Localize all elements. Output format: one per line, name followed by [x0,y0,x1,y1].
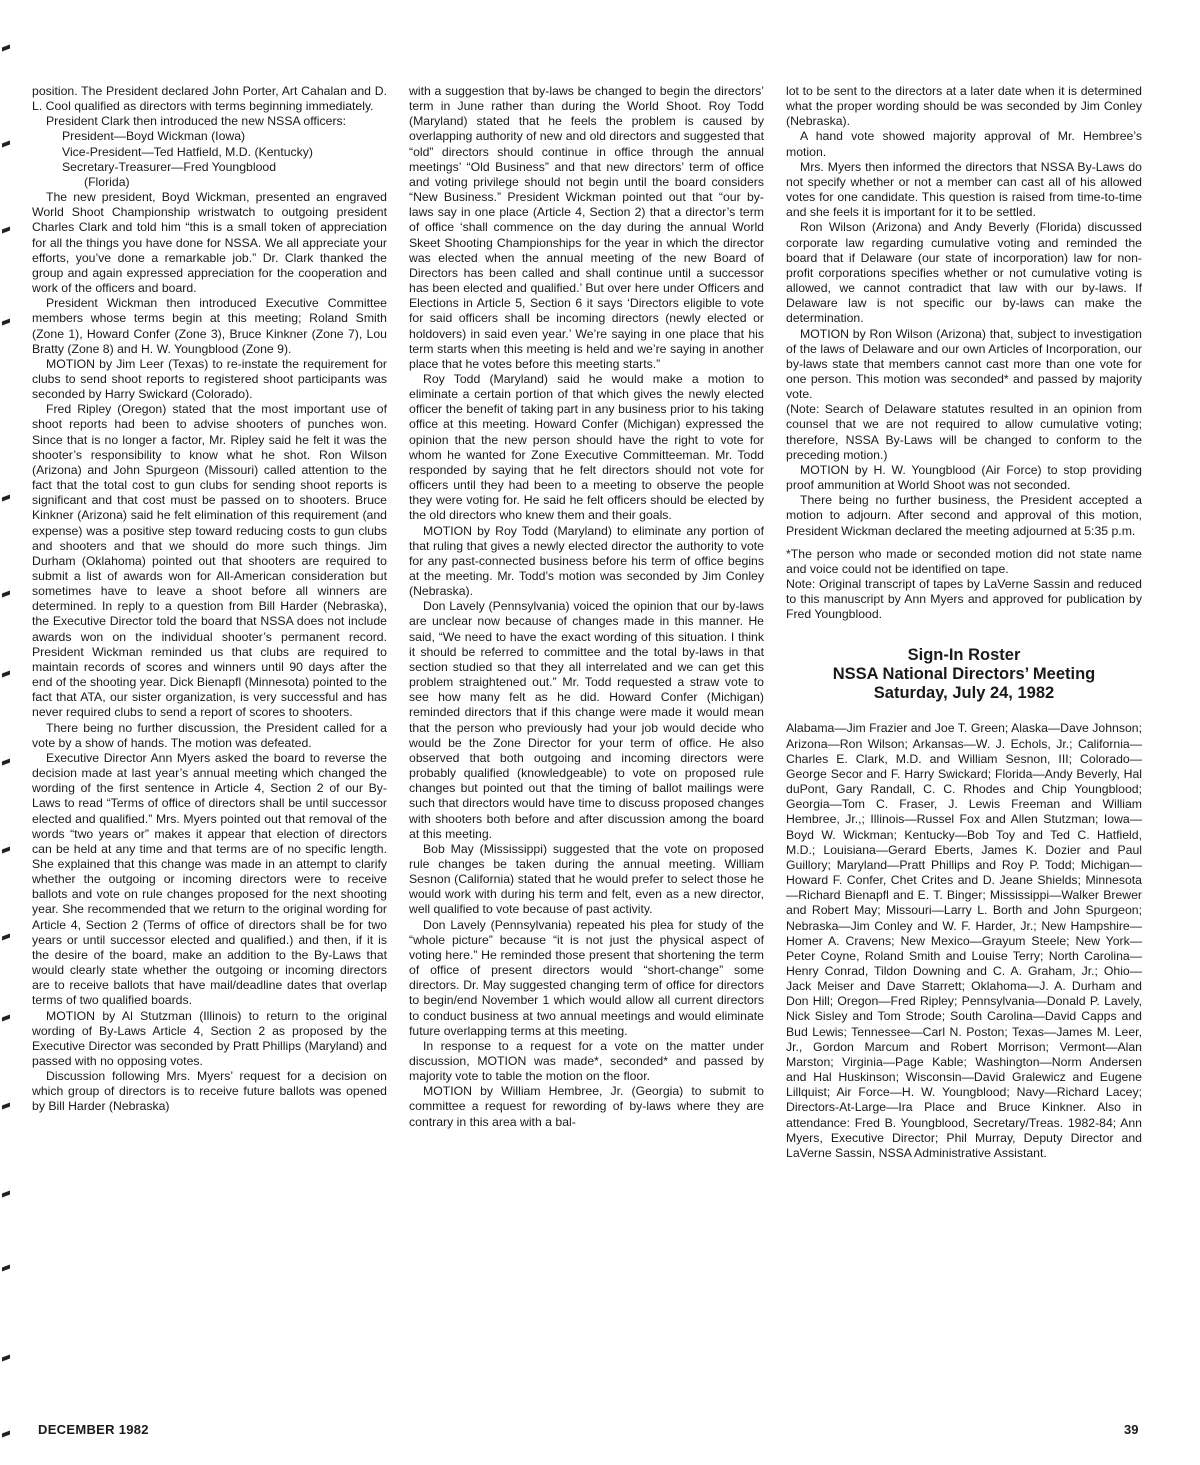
binding-mark [2,759,10,766]
binding-mark [2,591,10,598]
paragraph: MOTION by Ron Wilson (Arizona) that, subject to investigation of the laws of Delaware and our own Articles of Incorporation, our by-laws state that members cannot cast more than one vote for one person. This motion was seconded* and passed by majority vote. [786,326,1142,402]
binding-mark [2,319,10,326]
paragraph: Mrs. Myers then informed the directors that NSSA By-Laws do not specify whether or not a member can cast all of his allowed votes for one candidate. This question is raised from time-to-time and she feels it is important for it to be settled. [786,159,1142,220]
officers-list [32,129,387,190]
binding-mark [2,1431,10,1438]
paragraph: MOTION by William Hembree, Jr. (Georgia) to submit to committee a request for rewording of by-laws where they are contrary in this area with a bal- [409,1084,764,1129]
roster-title-line: Saturday, July 24, 1982 [873,684,1055,703]
paragraph: with a suggestion that by-laws be changed to begin the directors’ term in June rather than during the World Shoot. Roy Todd (Maryland) stated that he feels the problem is caused by overlapping authority of new and old directors and suggested that “old” directors should continue in office through the annual meetings’ “Old Business” and that new directors’ term of office and voting privilege should not begin until the board considers “New Business.” President Wickman pointed out that “our by-laws say in one place (Article 4, Section 2) that a director’s term of office ‘shall commence on the day during the annual World Skeet Shooting Championships for the year in which the director was elected when the annual meeting of the new Board of Directors has been called and shall continue until a successor has been elected and qualified.’ But over here under Officers and Elections in Article 5, Section 6 it says ‘Directors eligible to vote for said officers shall be incoming directors (newly elected or holdovers) in said even year.’ We’re saying in one place that his term starts when this meeting is held and we’re saying in another place that he votes before this meeting starts.” [409,84,764,371]
article-columns [32,84,1142,1402]
paragraph: MOTION by Al Stutzman (Illinois) to return to the original wording of By-Laws Article 4, Section 2 as proposed by the Executive Director was seconded by Pratt Phillips (Maryland) and passed with no opposing votes. [32,1008,387,1068]
paragraph: position. The President declared John Porter, Art Cahalan and D. L. Cool qualified as directors with terms beginning immediately. [32,84,387,114]
officer-secretary-treasurer-state: (Florida) [84,174,130,189]
roster-title-line: NSSA National Directors’ Meeting [832,665,1096,684]
binding-mark [2,934,10,941]
roster-title-line: Sign-In Roster [907,646,1021,665]
paragraph: MOTION by Roy Todd (Maryland) to eliminate any portion of that ruling that gives a newly elected director the authority to vote for any past-connected business before his term of office begins at the meeting. Mr. Todd’s motion was seconded by Jim Conley (Nebraska). [409,523,764,599]
binding-mark [2,495,10,502]
paragraph: MOTION by Jim Leer (Texas) to re-instate the requirement for clubs to send shoot reports to registered shoot participants was seconded by Harry Swickard (Colorado). [32,356,387,402]
paragraph: Fred Ripley (Oregon) stated that the most important use of shoot reports had been to advise shooters of punches won. Since that is no longer a factor, Mr. Ripley said he felt it was the shooter’s responsibility to know what he shot. Ron Wilson (Arizona) and John Spurgeon (Missouri) called attention to the fact that the total cost to gun clubs for sending shoot reports is significant and that cost must be passed on to shooters. Bruce Kinkner (Arizona) said he felt elimination of this requirement (and expense) was a positive step toward reducing costs to gun clubs and shooters and that we should do more such things. Jim Durham (Oklahoma) pointed out that shooters are required to submit a list of awards won for All-American consideration but sometimes have to leave a shoot before all winners are determined. In reply to a question from Bill Harder (Nebraska), the Executive Director told the board that NSSA does not include awards won on the individual shooter’s permanent record. President Wickman reminded us that clubs are required to maintain records of scores and winners until 90 days after the end of the shooting year. Dick Bienapfl (Minnesota) pointed to the fact that ATA, our sister organization, is very successful and has never required clubs to send a report of scores to shooters. [32,402,387,720]
paragraph: Don Lavely (Pennsylvania) repeated his plea for study of the “whole picture” because “it is not just the physical aspect of voting here.” He reminded those present that shortening the term of office of present directors would “short-change” some directors. Dr. May suggested changing term of office for directors to begin/end November 1 which would allow all current directors to conduct business at two annual meetings and would eliminate future overlapping terms at this meeting. [409,917,764,1038]
paragraph: The new president, Boyd Wickman, presented an engraved World Shoot Championship wristwatch to outgoing president Charles Clark and told him “this is a small token of appreciation for all the things you have done for NSSA. We all appreciate your efforts, you’ve done a remarkable job.” Dr. Clark thanked the group and again expressed appreciation for the cooperation and work of the officers and board. [32,190,387,296]
paragraph: Ron Wilson (Arizona) and Andy Beverly (Florida) discussed corporate law regarding cumulative voting and reminded the board that if Delaware (our state of incorporation) law for non-profit corporations specifies whether or not cumulative voting is allowed, we cannot contradict that law with our by-laws. If Delaware law is not specific our by-laws can make the determination. [786,220,1142,326]
paragraph: Bob May (Mississippi) suggested that the vote on proposed rule changes be taken during the annual meeting. William Sesnon (California) stated that he would prefer to select those he would work with during his term and felt, even as a new director, well qualified to vote because of past activity. [409,841,764,917]
column-1 [32,84,387,1402]
paragraph: Don Lavely (Pennsylvania) voiced the opinion that our by-laws are unclear now because of changes made in this manner. He said, “We need to have the exact wording of this situation. I think it should be referred to committee and the total by-laws in that section studied so that they all interrelated and we can get this problem straightened out.” Mr. Todd requested a straw vote to see how many felt as he did. Howard Confer (Michigan) reminded directors that if this change were made it would mean that the person who previously had your job would decide who would be the Zone Director for your term of office. He also observed that both outgoing and incoming directors were probably qualified (knowledgeable) to vote on proposed rule changes but pointed out that the timing of ballot mailings were such that directors would have time to discuss proposed changes with shooters both before and after discussion among the board at this meeting. [409,599,764,841]
transcript-note: Note: Original transcript of tapes by LaVerne Sassin and reduced to this manuscript by Ann Myers and approved for publication by Fred Youngblood. [786,577,1142,622]
roster-heading [786,646,1142,703]
roster-list: Alabama—Jim Frazier and Joe T. Green; Alaska—Dave Johnson; Arizona—Ron Wilson; Arkansas—W. J. Echols, Jr.; California—Charles E. Clark, M.D. and William Sesnon, III; Colorado—George Secor and F. Harry Swickard; Florida—Andy Beverly, Hal duPont, Gary Randall, C. C. Rhodes and Chip Youngblood; Georgia—Tom C. Fraser, J. Lewis Freeman and William Hembree, Jr.,; Illinois—Russel Fox and Allen Stutzman; Iowa—Boyd W. Wickman; Kentucky—Bob Toy and Ted C. Hatfield, M.D.; Louisiana—Gerard Eberts, James K. Dozier and Paul Guillory; Maryland—Pratt Phillips and Roy P. Todd; Michigan—Howard F. Confer, Chet Crites and D. Jeane Shields; Minnesota—Richard Bienapfl and E. T. Binger; Mississippi—Walker Brewer and Robert May; Missouri—Larry L. Borth and John Spurgeon; Nebraska—Jim Conley and W. F. Harder, Jr.; New Hampshire—Homer A. Cravens; New Mexico—Grayum Steele; New York—Peter Coyne, Roland Smith and Louise Terry; North Carolina—Henry Conrad, Tildon Downing and C. A. Graham, Jr.; Ohio—Jack Meiser and Dave Starrett; Oklahoma—J. A. Durham and Don Hill; Oregon—Fred Ripley; Pennsylvania—Donald P. Lavely, Nick Sisley and Tom Strode; South Carolina—David Capps and Bud Lewis; Tennessee—Carl N. Poston; Texas—James M. Leer, Jr., Gordon Marcum and Robert Morrison; Vermont—Alan Marston; Virginia—Page Kable; Washington—Norm Andersen and Hal Huskinson; Wisconsin—David Gralewicz and Eugene Lillquist; Air Force—H. W. Youngblood; Navy—Richard Lacey; Directors-At-Large—Ira Place and Bruce Kinkner. Also in attendance: Fred B. Youngblood, Secretary/Treas. 1982-84; Ann Myers, Executive Director; Phil Murray, Deputy Director and LaVerne Sassin, NSSA Administrative Assistant. [786,721,1142,1160]
binding-mark [2,1355,10,1362]
paragraph: Roy Todd (Maryland) said he would make a motion to eliminate a certain portion of that which gives the newly elected officer the benefit of taking part in any business prior to his taking office at this meeting. Howard Confer (Michigan) expressed the opinion that the new person should have the right to vote for whom he wanted for Zone Executive Committeeman. Mr. Todd responded by saying that he felt directors should not vote for officers until they had been to a meeting to observe the people they were voting for. He said he felt officers should be elected by the old directors who knew them and their goals. [409,371,764,523]
column-3 [786,84,1142,1402]
paragraph: lot to be sent to the directors at a later date when it is determined what the proper wording should be was seconded by Jim Conley (Nebraska). [786,84,1142,129]
paragraph: In response to a request for a vote on the matter under discussion, MOTION was made*, seconded* and passed by majority vote to table the motion on the floor. [409,1038,764,1084]
officer-president: President—Boyd Wickman (Iowa) [62,129,246,144]
binding-mark [2,45,10,52]
paragraph: Discussion following Mrs. Myers’ request for a decision on which group of directors is to receive future ballots was opened by Bill Harder (Nebraska) [32,1069,387,1114]
binding-mark [2,1265,10,1272]
footnote: *The person who made or seconded motion did not state name and voice could not be identified on tape. [786,546,1142,576]
binding-mark [2,847,10,854]
binding-mark [2,227,10,234]
paragraph: There being no further discussion, the President called for a vote by a show of hands. The motion was defeated. [32,720,387,750]
paragraph: President Wickman then introduced Executive Committee members whose terms begin at this meeting; Roland Smith (Zone 1), Howard Confer (Zone 3), Bruce Kinkner (Zone 7), Lou Bratty (Zone 8) and H. W. Youngblood (Zone 9). [32,296,387,356]
binding-mark [2,141,10,148]
paragraph: MOTION by H. W. Youngblood (Air Force) to stop providing proof ammunition at World Shoot was not seconded. [786,462,1142,493]
paragraph: Executive Director Ann Myers asked the board to reverse the decision made at last year’s annual meeting which changed the wording of the first sentence in Article 4, Section 2 of our By-Laws to read “Terms of office of directors shall be until successor elected and qualified.” Mrs. Myers pointed out that removal of the words “two years or” makes it appear that election of directors can be held at any time and that terms are of no specific length. She explained that this change was made in an attempt to clarify whether the outgoing or incoming directors were to receive ballots and vote on rule changes proposed for the next shooting year. She recommended that we return to the original wording for Article 4, Section 2 (Terms of office of directors shall be for two years or until successor elected and qualified.) and then, if it is the desire of the board, make an addition to the By-Laws that would clearly state whether the outgoing or incoming directors are to receive ballots that have mail/deadline dates that overlap terms of two qualified boards. [32,750,387,1008]
binding-mark [2,671,10,678]
paragraph: (Note: Search of Delaware statutes resulted in an opinion from counsel that we are not required to allow cumulative voting; therefore, NSSA By-Laws will be changed to conform to the preceding motion.) [786,402,1142,462]
binding-mark [2,1191,10,1198]
paragraph: President Clark then introduced the new NSSA officers: [46,114,347,129]
binding-mark [2,1015,10,1022]
paragraph: A hand vote showed majority approval of Mr. Hembree’s motion. [786,129,1142,159]
page-number: 39 [1124,1422,1139,1437]
officer-secretary-treasurer: Secretary-Treasurer—Fred Youngblood [62,159,277,174]
issue-date: DECEMBER 1982 [38,1422,149,1437]
paragraph: There being no further business, the President accepted a motion to adjourn. After second and approval of this motion, President Wickman declared the meeting adjourned at 5:35 p.m. [786,493,1142,538]
column-2 [409,84,764,1402]
officer-vice-president: Vice-President—Ted Hatfield, M.D. (Kentucky) [62,144,313,159]
binding-mark [2,1103,10,1110]
